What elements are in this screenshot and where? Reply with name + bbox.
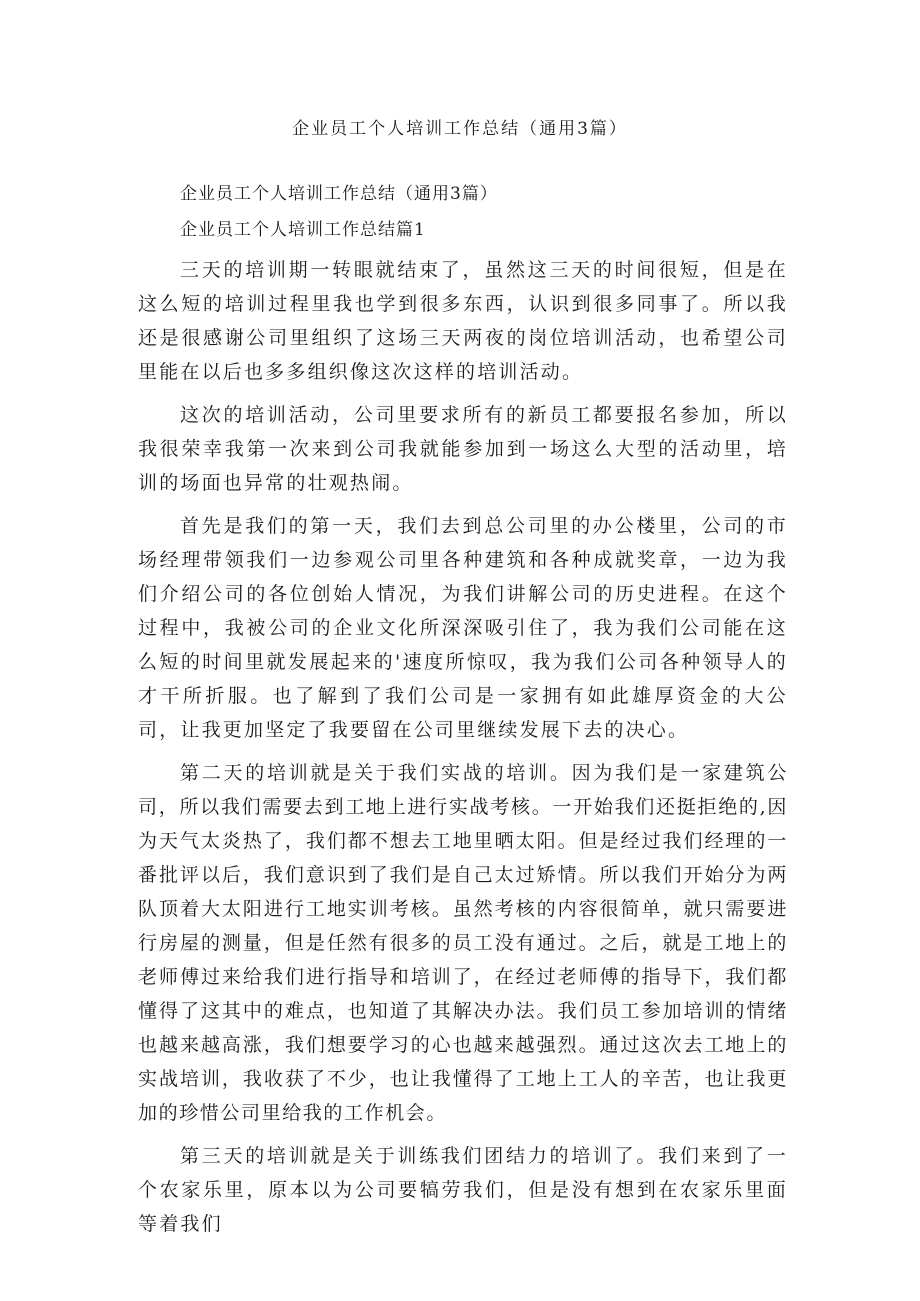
paragraph-2: 这次的培训活动，公司里要求所有的新员工都要报名参加，所以我很荣幸我第一次来到公司我就能参加到一场这么大型的活动里，培训的场面也异常的壮观热闹。 (138, 404, 788, 494)
document-subtitle: 企业员工个人培训工作总结（通用3篇） (180, 184, 498, 204)
paragraph-1: 三天的培训期一转眼就结束了，虽然这三天的时间很短，但是在这么短的培训过程里我也学到很多东西，认识到很多同事了。所以我还是很感谢公司里组织了这场三天两夜的岗位培训活动，也希望公司里能在以后也多多组织像这次这样的培训活动。 (138, 259, 788, 383)
section-heading: 企业员工个人培训工作总结篇1 (180, 220, 426, 240)
paragraph-3: 首先是我们的第一天，我们去到总公司里的办公楼里，公司的市场经理带领我们一边参观公司里各种建筑和各种成就奖章，一边为我们介绍公司的各位创始人情况，为我们讲解公司的历史进程。在这个过程中，我被公司的企业文化所深深吸引住了，我为我们公司能在这么短的时间里就发展起来的'速度所惊叹，我为我们公司各种领导人的才干所折服。也了解到了我们公司是一家拥有如此雄厚资金的大公司，让我更加坚定了我要留在公司里继续发展下去的决心。 (138, 515, 788, 741)
paragraph-4: 第二天的培训就是关于我们实战的培训。因为我们是一家建筑公司，所以我们需要去到工地上进行实战考核。一开始我们还挺拒绝的,因为天气太炎热了，我们都不想去工地里晒太阳。但是经过我们经理的一番批评以后，我们意识到了我们是自己太过矫情。所以我们开始分为两队顶着大太阳进行工地实训考核。虽然考核的内容很简单，就只需要进行房屋的测量，但是任然有很多的员工没有通过。之后，就是工地上的老师傅过来给我们进行指导和培训了，在经过老师傅的指导下，我们都懂得了这其中的难点，也知道了其解决办法。我们员工参加培训的情绪也越来越高涨，我们想要学习的心也越来越强烈。通过这次去工地上的实战培训，我收获了不少，也让我懂得了工地上工人的辛苦，也让我更加的珍惜公司里给我的工作机会。 (138, 762, 788, 1124)
document-body (138, 181, 788, 1250)
paragraph-5: 第三天的培训就是关于训练我们团结力的培训了。我们来到了一个农家乐里，原本以为公司要犒劳我们，但是没有想到在农家乐里面等着我们 (138, 1145, 788, 1235)
document-title: 企业员工个人培训工作总结（通用3篇） (292, 119, 628, 139)
